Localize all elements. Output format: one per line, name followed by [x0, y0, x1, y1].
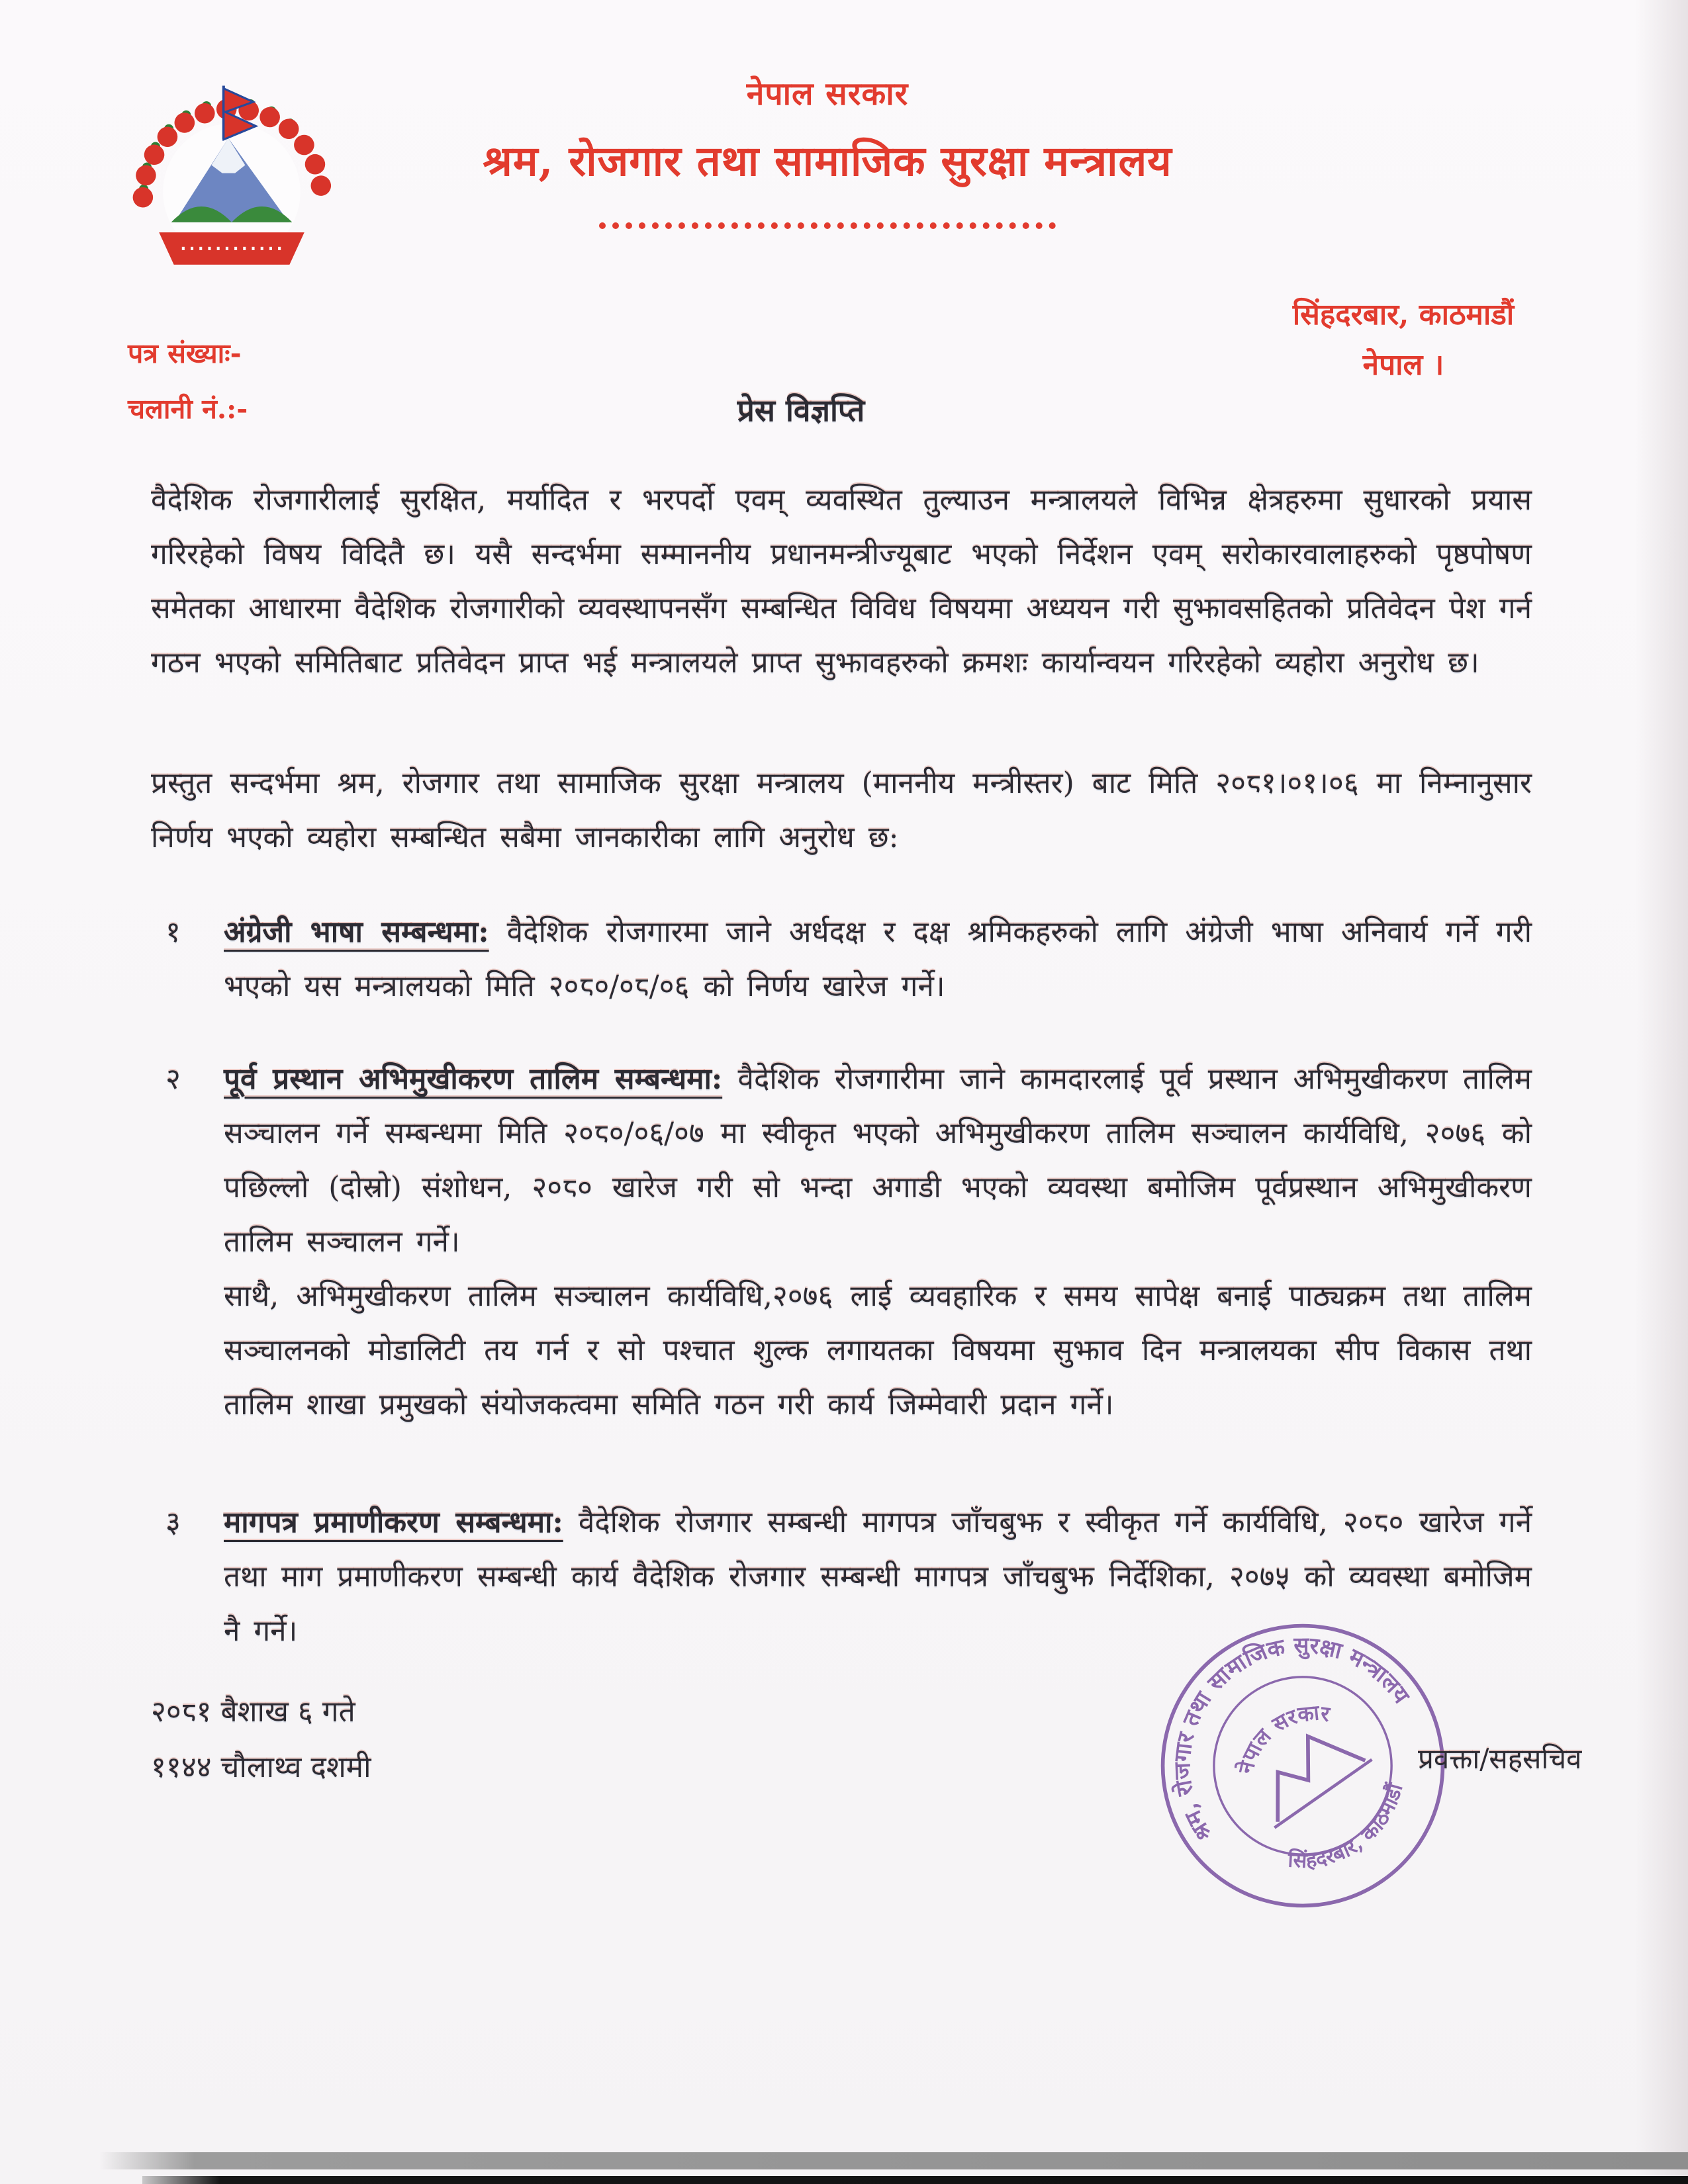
date-bs: २०८१ बैशाख ६ गते: [151, 1695, 355, 1729]
decision-2-body: वैदेशिक रोजगारीमा जाने कामदारलाई पूर्व प्रस्थान अभिमुखीकरण तालिम सञ्चालन गर्ने सम्बन्धमा मिति २०८०/०६/०७ मा स्वीकृत भएको अभिमुखीकरण तालिम सञ्चालन कार्यविधि, २०७६ को पछिल्लो (दोस्रो) संशोधन, २०८० खारेज गरी सो भन्दा अगाडी भएको व्यवस्था बमोजिम पूर्वप्रस्थान अभिमुखीकरण तालिम सञ्चालन गर्ने।: [224, 1062, 1532, 1259]
scan-artifact-bar-dark: [142, 2176, 1688, 2184]
decision-1-number: १: [165, 915, 181, 949]
stamp-baseline: [1274, 1760, 1372, 1828]
paragraph-2: प्रस्तुत सन्दर्भमा श्रम, रोजगार तथा सामाजिक सुरक्षा मन्त्रालय (माननीय मन्त्रीस्तर) बाट मिति २०८१।०१।०६ मा निम्नानुसार निर्णय भएको व्यहोरा सम्बन्धित सबैमा जानकारीका लागि अनुरोध छ:: [151, 766, 1532, 854]
dispatch-number-label: चलानी नं.:-: [128, 393, 248, 425]
date-ns: ११४४ चौलाथ्व दशमी: [151, 1751, 371, 1784]
address-line-1: सिंहदरबार, काठमाडौं: [1292, 298, 1515, 332]
decision-2-number: २: [165, 1062, 181, 1096]
decision-1-text: [224, 905, 1532, 1014]
letter-number-label: पत्र संख्याः-: [128, 338, 242, 369]
stamp-ring-text-top: श्रम, रोजगार तथा सामाजिक सुरक्षा मन्त्रालय: [1169, 1632, 1415, 1846]
decision-2-body-continued: साथै, अभिमुखीकरण तालिम सञ्चालन कार्यविधि,२०७६ लाई व्यवहारिक र समय सापेक्ष बनाई पाठ्यक्रम तथा तालिम सञ्चालनको मोडालिटी तय गर्न र सो पश्चात शुल्क लगायतका विषयमा सुझाव दिन मन्त्रालयका सीप विकास तथा तालिम शाखा प्रमुखको संयोजकत्वमा समिति गठन गरी कार्य जिम्मेवारी प्रदान गर्ने।: [224, 1279, 1532, 1422]
decision-3-number: ३: [165, 1506, 181, 1539]
stamp-ring-text-bottom: सिंहदरबार, काठमाडौं: [1287, 1780, 1408, 1873]
dotted-divider: [599, 222, 1056, 229]
footer-dates: [151, 1684, 371, 1796]
ministry-address: [1251, 290, 1556, 390]
decision-item-2: [165, 1052, 1532, 1432]
decision-item-1: [165, 905, 1532, 1014]
decision-2-text: [224, 1052, 1532, 1432]
ribbon-banner: [159, 232, 304, 265]
paragraph-1: वैदेशिक रोजगारीलाई सुरक्षित, मर्यादित र भरपर्दो एवम् व्यवस्थित तुल्याउन मन्त्रालयले विभिन्न क्षेत्रहरुमा सुधारको प्रयास गरिरहेको विषय विदितै छ। यसै सन्दर्भमा सम्माननीय प्रधानमन्त्रीज्यूबाट भएको निर्देशन एवम् सरोकारवालाहरुको पृष्ठपोषण समेतका आधारमा वैदेशिक रोजगारीको व्यवस्थापनसँग सम्बन्धित विविध विषयमा अध्ययन गरी सुझावसहितको प्रतिवेदन पेश गर्न गठन भएको समितिबाट प्रतिवेदन प्राप्त भई मन्त्रालयले प्राप्त सुझावहरुको क्रमशः कार्यान्वयन गरिरहेको व्यहोरा अनुरोध छ।: [151, 483, 1532, 680]
signature-title: प्रवक्ता/सहसचिव: [1418, 1743, 1582, 1775]
document-title: प्रेस विज्ञप्ति: [737, 392, 865, 428]
ministry-title: श्रम, रोजगार तथा सामाजिक सुरक्षा मन्त्रालय: [483, 136, 1172, 185]
stamp-center-text: नेपाल सरकार: [1233, 1700, 1331, 1776]
decision-1-body: वैदेशिक रोजगारमा जाने अर्धदक्ष र दक्ष श्रमिकहरुको लागि अंग्रेजी भाषा अनिवार्य गर्ने गरी भएको यस मन्त्रालयको मिति २०८०/०८/०६ को निर्णय खारेज गर्ने।: [224, 915, 1532, 1003]
decision-3-heading: मागपत्र प्रमाणीकरण सम्बन्धमा:: [224, 1506, 563, 1539]
decision-3-body: वैदेशिक रोजगार सम्बन्धी मागपत्र जाँचबुझ र स्वीकृत गर्ने कार्यविधि, २०८० खारेज गर्ने तथा माग प्रमाणीकरण सम्बन्धी कार्य वैदेशिक रोजगार सम्बन्धी मागपत्र जाँचबुझ निर्देशिका, २०७५ को व्यवस्था बमोजिम नै गर्ने।: [224, 1506, 1532, 1648]
government-title: नेपाल सरकार: [746, 75, 909, 113]
letterhead: [397, 71, 1258, 188]
address-line-2: नेपाल ।: [1362, 348, 1444, 382]
nepal-emblem-icon: [122, 63, 341, 271]
decision-2-heading: पूर्व प्रस्थान अभिमुखीकरण तालिम सम्बन्धमा:: [224, 1062, 723, 1096]
reference-labels: [128, 326, 248, 437]
scan-artifact-bar-gray: [99, 2152, 1688, 2169]
decision-1-heading: अंग्रेजी भाषा सम्बन्धमा:: [224, 915, 489, 949]
